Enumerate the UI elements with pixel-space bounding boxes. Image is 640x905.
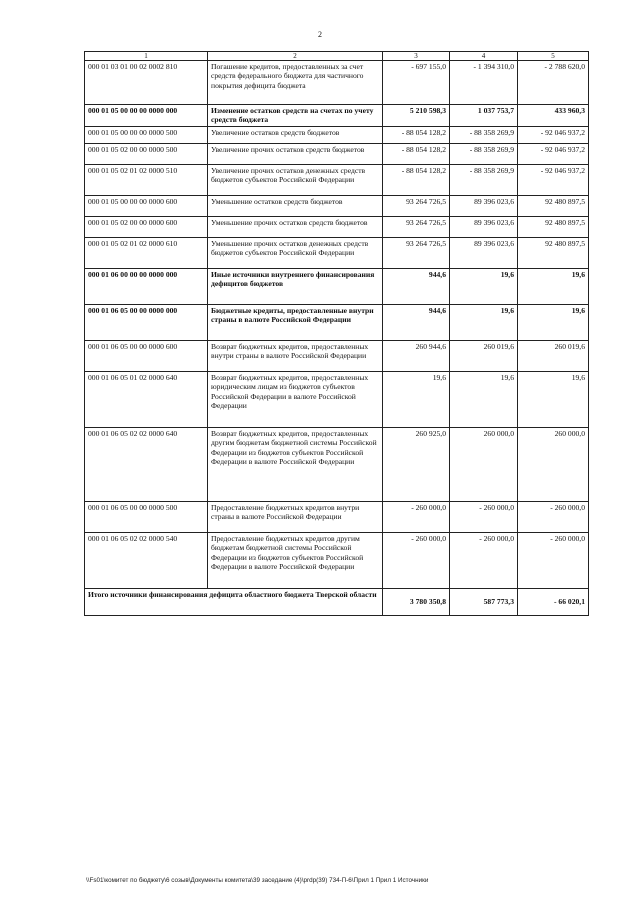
value-col4: 89 396 023,6 <box>450 238 518 269</box>
table-row <box>85 372 589 428</box>
table-row <box>85 533 589 589</box>
name-cell: Предоставление бюджетных кредитов внутри страны в валюте Российской Федерации <box>208 502 383 533</box>
value-col3: 944,6 <box>383 269 450 305</box>
value-col5: 19,6 <box>518 305 589 341</box>
total-v4: 587 773,3 <box>450 589 518 616</box>
value-col5: - 92 046 937,2 <box>518 165 589 196</box>
value-col5: 19,6 <box>518 372 589 428</box>
value-col5: 433 960,3 <box>518 105 589 127</box>
column-number: 2 <box>208 52 383 61</box>
name-cell: Увеличение прочих остатков средств бюджетов <box>208 144 383 165</box>
value-col4: 89 396 023,6 <box>450 217 518 238</box>
value-col3: - 260 000,0 <box>383 533 450 589</box>
code-cell: 000 01 06 05 01 02 0000 640 <box>85 372 208 428</box>
code-cell: 000 01 05 02 01 02 0000 510 <box>85 165 208 196</box>
column-number: 1 <box>85 52 208 61</box>
code-cell: 000 01 05 02 00 00 0000 500 <box>85 144 208 165</box>
code-cell: 000 01 06 00 00 00 0000 000 <box>85 269 208 305</box>
value-col3: 944,6 <box>383 305 450 341</box>
value-col5: 92 480 897,5 <box>518 196 589 217</box>
value-col3: - 88 054 128,2 <box>383 144 450 165</box>
table-row <box>85 502 589 533</box>
code-cell: 000 01 06 05 02 02 0000 640 <box>85 428 208 502</box>
value-col5: 260 019,6 <box>518 341 589 372</box>
value-col3: - 88 054 128,2 <box>383 165 450 196</box>
value-col4: - 88 358 269,9 <box>450 144 518 165</box>
value-col4: 260 000,0 <box>450 428 518 502</box>
value-col5: 19,6 <box>518 269 589 305</box>
column-number: 4 <box>450 52 518 61</box>
value-col3: 93 264 726,5 <box>383 196 450 217</box>
name-cell: Погашение кредитов, предоставленных за счет средств федерального бюджета для частичного покрытия дефицита бюджета <box>208 61 383 105</box>
table-row <box>85 61 589 105</box>
total-v5: - 66 020,1 <box>518 589 589 616</box>
value-col3: 19,6 <box>383 372 450 428</box>
value-col3: 260 944,6 <box>383 341 450 372</box>
name-cell: Предоставление бюджетных кредитов другим бюджетам бюджетной системы Российской Федерации из бюджетов субъектов Российской Федерации в валюте Российской Федерации <box>208 533 383 589</box>
value-col3: - 260 000,0 <box>383 502 450 533</box>
file-path-footer: \\Fs01\комитет по бюджету\6 созыв\Документы комитета\39 заседание (4)\prdp(39) 734-П-6\Прил 1 Прил 1 Источники <box>86 877 429 884</box>
total-row <box>85 589 589 616</box>
value-col5: - 2 788 620,0 <box>518 61 589 105</box>
sources-table <box>84 51 589 616</box>
code-cell: 000 01 06 05 00 00 0000 600 <box>85 341 208 372</box>
name-cell: Бюджетные кредиты, предоставленные внутри страны в валюте Российской Федерации <box>208 305 383 341</box>
name-cell: Изменение остатков средств на счетах по учету средств бюджета <box>208 105 383 127</box>
name-cell: Иные источники внутреннего финансирования дефицитов бюджетов <box>208 269 383 305</box>
value-col3: 5 210 598,3 <box>383 105 450 127</box>
value-col4: - 1 394 310,0 <box>450 61 518 105</box>
code-cell: 000 01 06 05 00 00 0000 000 <box>85 305 208 341</box>
value-col4: - 260 000,0 <box>450 533 518 589</box>
code-cell: 000 01 06 05 02 02 0000 540 <box>85 533 208 589</box>
table-row <box>85 217 589 238</box>
value-col4: - 88 358 269,9 <box>450 165 518 196</box>
name-cell: Уменьшение прочих остатков денежных средств бюджетов субъектов Российской Федерации <box>208 238 383 269</box>
table-row <box>85 105 589 127</box>
column-number: 3 <box>383 52 450 61</box>
code-cell: 000 01 05 02 00 00 0000 600 <box>85 217 208 238</box>
table-row <box>85 238 589 269</box>
code-cell: 000 01 03 01 00 02 0002 810 <box>85 61 208 105</box>
value-col5: - 260 000,0 <box>518 502 589 533</box>
page-number: 2 <box>318 30 322 39</box>
code-cell: 000 01 05 02 01 02 0000 610 <box>85 238 208 269</box>
name-cell: Увеличение остатков средств бюджетов <box>208 127 383 144</box>
total-v3: 3 780 350,8 <box>383 589 450 616</box>
value-col4: 89 396 023,6 <box>450 196 518 217</box>
value-col3: 93 264 726,5 <box>383 238 450 269</box>
table-row <box>85 269 589 305</box>
column-number: 5 <box>518 52 589 61</box>
value-col3: 260 925,0 <box>383 428 450 502</box>
value-col3: 93 264 726,5 <box>383 217 450 238</box>
name-cell: Уменьшение прочих остатков средств бюджетов <box>208 217 383 238</box>
table-row <box>85 305 589 341</box>
value-col5: - 260 000,0 <box>518 533 589 589</box>
name-cell: Увеличение прочих остатков денежных средств бюджетов субъектов Российской Федерации <box>208 165 383 196</box>
code-cell: 000 01 05 00 00 00 0000 000 <box>85 105 208 127</box>
name-cell: Возврат бюджетных кредитов, предоставленных внутри страны в валюте Российской Федерации <box>208 341 383 372</box>
value-col4: 19,6 <box>450 269 518 305</box>
code-cell: 000 01 06 05 00 00 0000 500 <box>85 502 208 533</box>
name-cell: Возврат бюджетных кредитов, предоставленных юридическим лицам из бюджетов субъектов Российской Федерации в валюте Российской Федерации <box>208 372 383 428</box>
table-row <box>85 196 589 217</box>
value-col5: 92 480 897,5 <box>518 217 589 238</box>
table-row <box>85 165 589 196</box>
value-col4: 260 019,6 <box>450 341 518 372</box>
value-col3: - 88 054 128,2 <box>383 127 450 144</box>
total-label: Итого источники финансирования дефицита областного бюджета Тверской области <box>85 589 383 616</box>
table-row <box>85 341 589 372</box>
name-cell: Возврат бюджетных кредитов, предоставленных другим бюджетам бюджетной системы Российской Федерации из бюджетов субъектов Российской Федерации в валюте Российской Федерации <box>208 428 383 502</box>
code-cell: 000 01 05 00 00 00 0000 500 <box>85 127 208 144</box>
value-col5: - 92 046 937,2 <box>518 144 589 165</box>
value-col5: 92 480 897,5 <box>518 238 589 269</box>
value-col4: - 260 000,0 <box>450 502 518 533</box>
table-row <box>85 144 589 165</box>
value-col3: - 697 155,0 <box>383 61 450 105</box>
value-col4: 19,6 <box>450 372 518 428</box>
table-row <box>85 127 589 144</box>
value-col5: - 92 046 937,2 <box>518 127 589 144</box>
column-number-row <box>85 52 589 61</box>
code-cell: 000 01 05 00 00 00 0000 600 <box>85 196 208 217</box>
value-col4: 1 037 753,7 <box>450 105 518 127</box>
value-col5: 260 000,0 <box>518 428 589 502</box>
value-col4: - 88 358 269,9 <box>450 127 518 144</box>
table-row <box>85 428 589 502</box>
value-col4: 19,6 <box>450 305 518 341</box>
name-cell: Уменьшение остатков средств бюджетов <box>208 196 383 217</box>
